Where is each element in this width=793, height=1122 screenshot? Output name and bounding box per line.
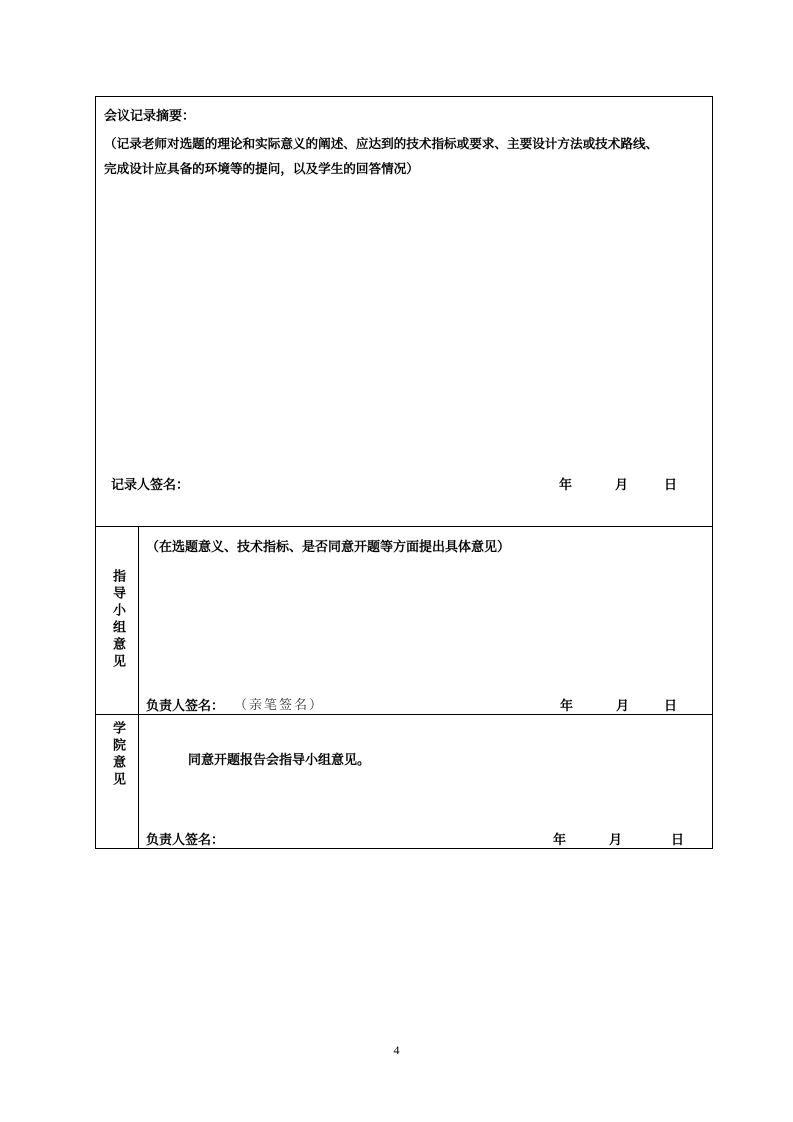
meeting-summary-title: 会议记录摘要：	[104, 109, 196, 124]
college-opinion-section	[96, 715, 712, 849]
meeting-summary-section	[96, 97, 712, 527]
college-date-year: 年	[553, 833, 567, 848]
handwritten-signature-hint: （亲笔签名）	[234, 698, 325, 713]
guidance-date-day: 日	[664, 699, 678, 714]
guidance-signer-label: 负责人签名：	[146, 699, 225, 714]
recorder-signature-label: 记录人签名：	[111, 478, 190, 493]
guidance-date-month: 月	[616, 699, 630, 714]
opening-report-table	[95, 96, 713, 849]
college-date-day: 日	[671, 833, 685, 848]
guidance-group-label: 指导小组意见	[110, 569, 125, 671]
college-signer-label: 负责人签名：	[146, 833, 225, 848]
college-opinion-text: 同意开题报告会指导小组意见。	[188, 753, 371, 768]
meeting-date-day: 日	[664, 478, 678, 493]
guidance-group-label-cell	[96, 527, 139, 714]
college-date-month: 月	[609, 833, 623, 848]
page-number: 4	[393, 1043, 400, 1057]
meeting-date-year: 年	[559, 478, 573, 493]
guidance-date-year: 年	[560, 699, 574, 714]
college-label: 学院意见	[110, 721, 125, 789]
meeting-date-month: 月	[615, 478, 629, 493]
guidance-instruction: （在选题意义、技术指标、是否同意开题等方面提出具体意见）	[146, 540, 511, 555]
meeting-summary-instruction-line2: 完成设计应具备的环境等的提问，以及学生的回答情况）	[104, 161, 419, 176]
guidance-group-section	[96, 527, 712, 715]
meeting-summary-instruction-line1: （记录老师对选题的理论和实际意义的阐述、应达到的技术指标或要求、主要设计方法或技术路线、	[104, 136, 659, 151]
college-label-cell	[96, 715, 139, 849]
